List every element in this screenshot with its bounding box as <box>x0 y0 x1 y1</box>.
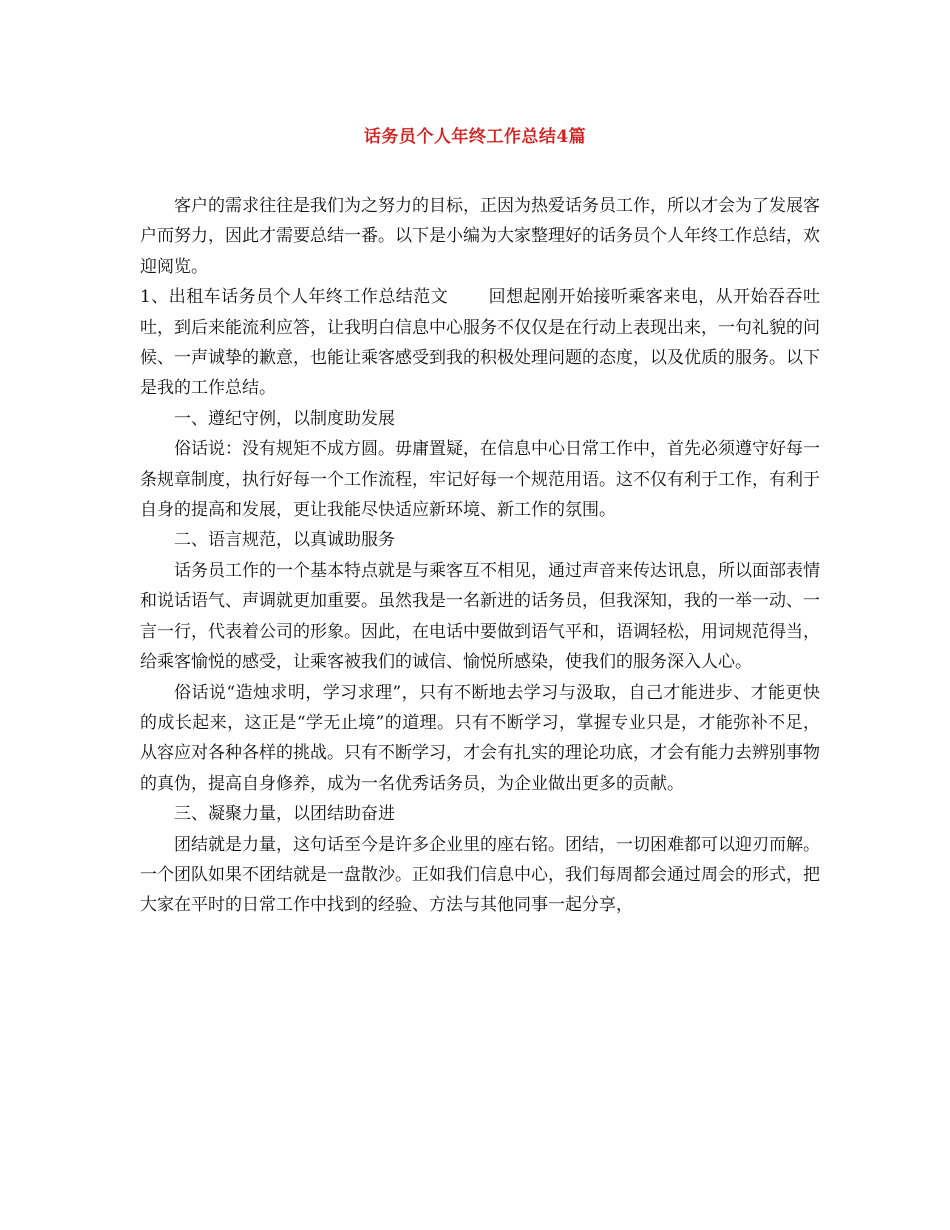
intro-paragraph: 客户的需求往往是我们为之努力的目标，正因为热爱话务员工作，所以才会为了发展客户而努力，因此才需要总结一番。以下是小编为大家整理好的话务员个人年终工作总结，欢迎阅览。 <box>140 196 820 277</box>
paragraph-2: 话务员工作的一个基本特点就是与乘客互不相见，通过声音来传达讯息，所以面部表情和说话语气、声调就更加重要。虽然我是一名新进的话务员，但我深知，我的一举一动、一言一行，代表着公司的形象。因此，在电话中要做到语气平和，语调轻松，用词规范得当，给乘客愉悦的感受，让乘客被我们的诚信、愉悦所感染，使我们的服务深入人心。 <box>140 560 820 673</box>
heading-2: 二、语言规范，以真诚助服务 <box>174 530 395 551</box>
section1-title: 1、出租车话务员个人年终工作总结范文 <box>140 287 449 308</box>
paragraph-1: 俗话说：没有规矩不成方圆。毋庸置疑，在信息中心日常工作中，首先必须遵守好每一条规章制度，执行好每一个工作流程，牢记好每一个规范用语。这不仅有利于工作，有利于自身的提高和发展，更让我能尽快适应新环境、新工作的氛围。 <box>140 439 820 521</box>
document-title: 话务员个人年终工作总结4篇 <box>363 127 587 147</box>
document-body <box>140 191 820 921</box>
section1-intro: 回想起刚开始接听乘客来电，从开始吞吞吐吐，到后来能流利应答，让我明白信息中心服务不仅仅是在行动上表现出来，一句礼貌的问候、一声诚挚的歉意，也能让乘客感受到我的积极处理问题的态度，以及优质的服务。以下是我的工作总结。 <box>140 287 820 399</box>
paragraph-3: 俗话说“造烛求明，学习求理”，只有不断地去学习与汲取，自己才能进步、才能更快的成长起来，这正是“学无止境”的道理。只有不断学习，掌握专业只是，才能弥补不足，从容应对各种各样的挑战。只有不断学习，才会有扎实的理论功底，才会有能力去辨别事物的真伪，提高自身修养，成为一名优秀话务员，为企业做出更多的贡献。 <box>140 682 820 794</box>
heading-1: 一、遵纪守例，以制度助发展 <box>174 408 395 429</box>
paragraph-4: 团结就是力量，这句话至今是许多企业里的座右铭。团结，一切困难都可以迎刃而解。一个团队如果不团结就是一盘散沙。正如我们信息中心，我们每周都会通过周会的形式，把大家在平时的日常工作中找到的经验、方法与其他同事一起分享， <box>140 834 820 916</box>
section1-paragraph <box>140 282 820 404</box>
heading-3: 三、凝聚力量，以团结助奋进 <box>174 804 395 825</box>
